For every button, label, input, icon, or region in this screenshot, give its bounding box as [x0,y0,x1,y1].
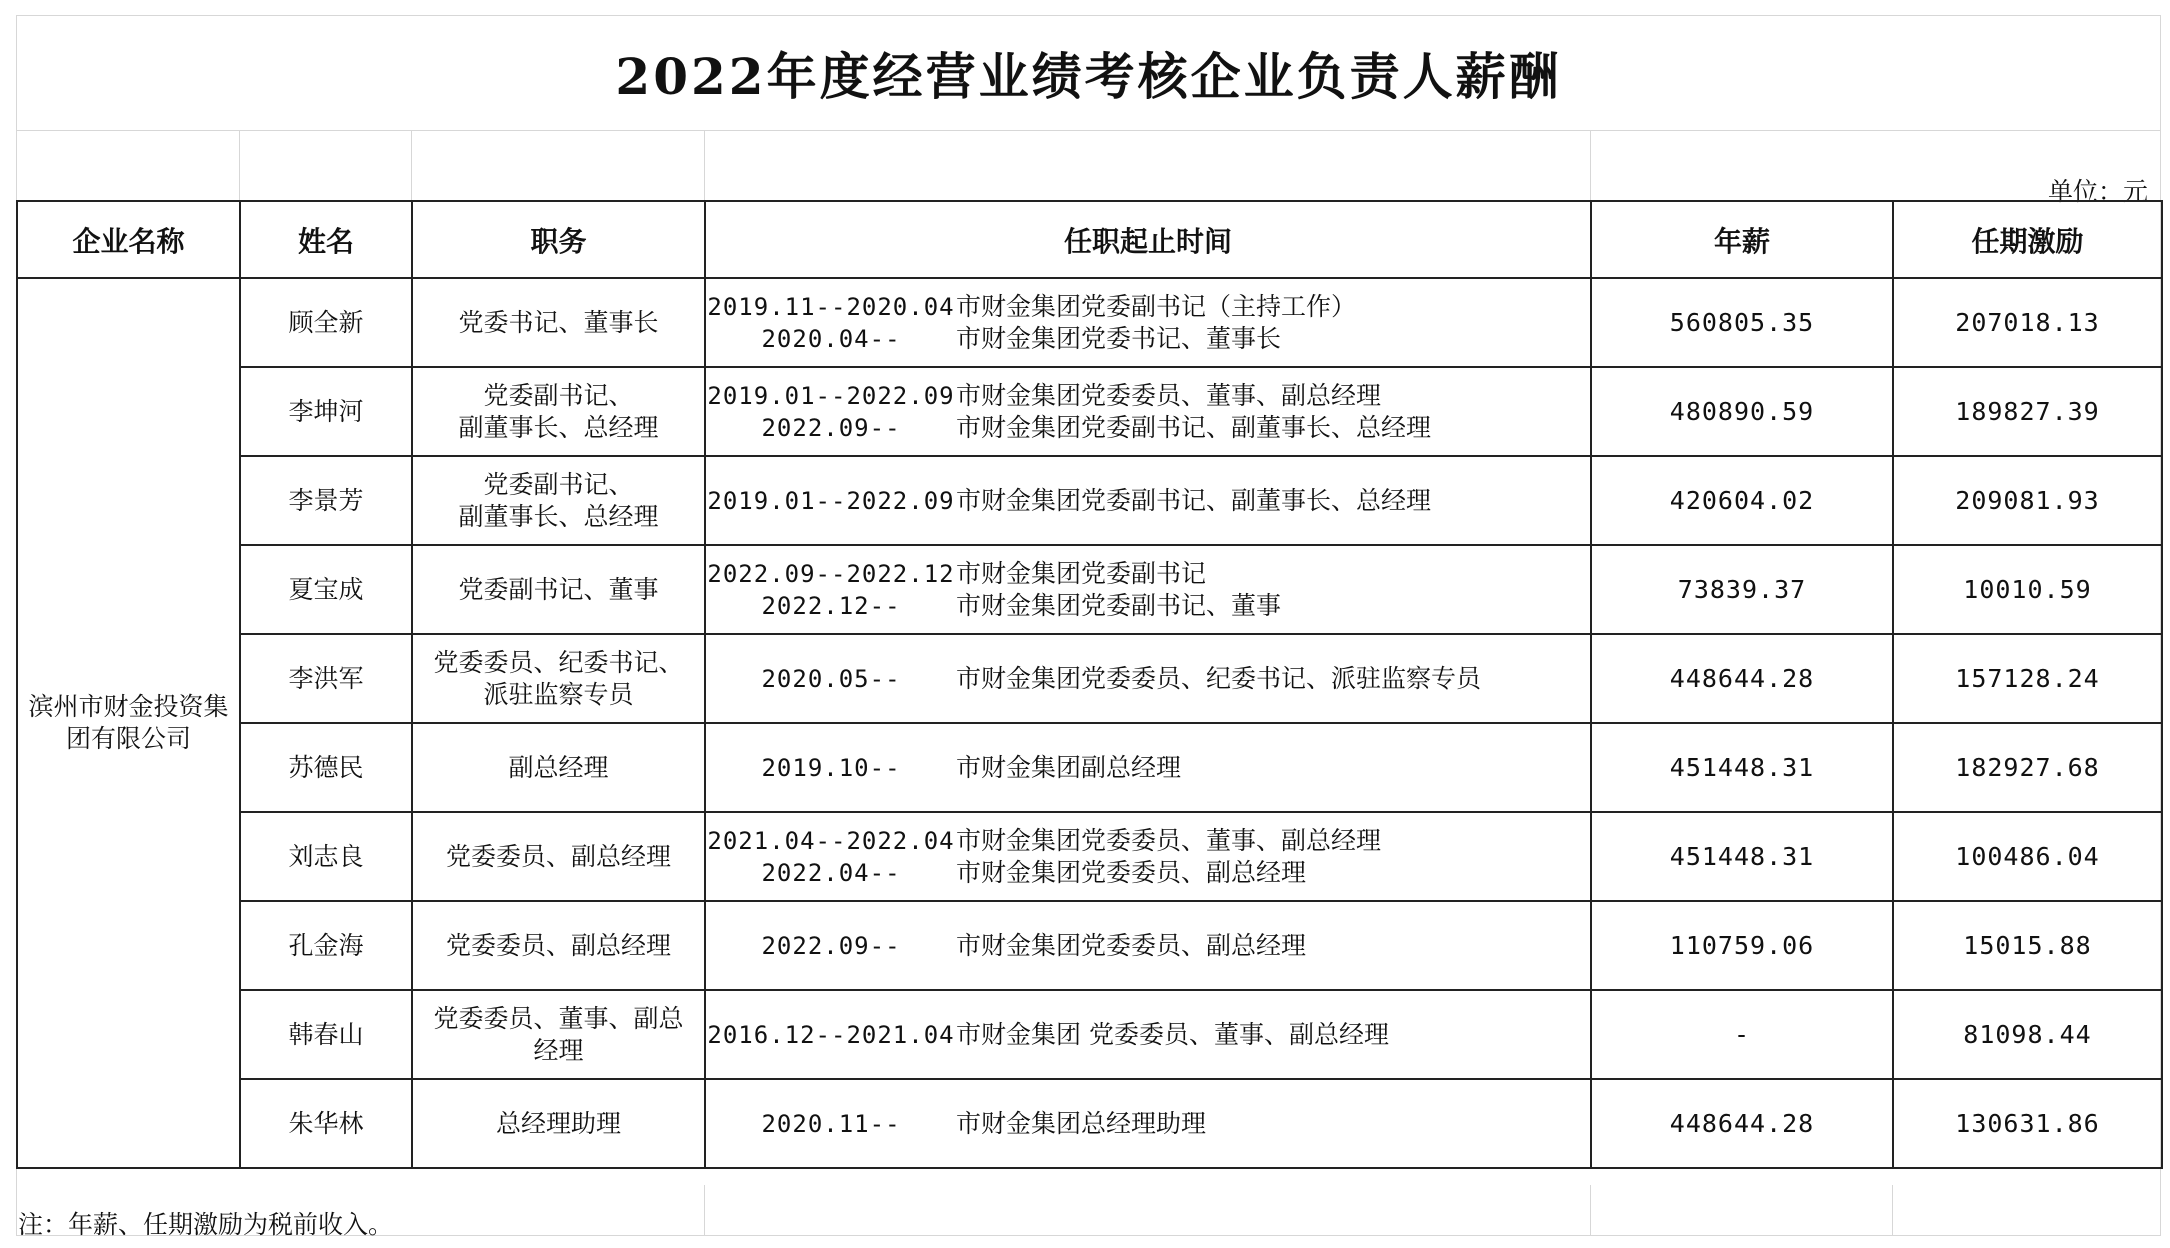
tenure-line [706,825,1590,857]
person-name-cell: 朱华林 [240,1079,412,1168]
grid-line [704,130,705,200]
unit-label: 单位：元 [2047,177,2148,206]
tenure-line [706,857,1590,889]
tenure-period: 2016.12--2021.04 [707,1020,955,1049]
person-name-cell: 孔金海 [240,901,412,990]
tenure-cell [705,990,1591,1079]
tenure-description: 市财金集团党委委员、董事、副总经理 [956,380,1382,410]
header-position: 职务 [412,201,705,278]
grid-line [704,1185,705,1236]
tenure-line [706,930,1590,962]
tenure-description: 市财金集团党委委员、副总经理 [956,930,1307,960]
tenure-description: 市财金集团党委委员、董事、副总经理 [956,825,1382,855]
person-name-cell: 夏宝成 [240,545,412,634]
tenure-line [706,323,1590,355]
spreadsheet [16,15,2161,1239]
tenure-period: 2020.05-- [761,664,901,693]
position-cell: 党委副书记、董事 [412,545,705,634]
position-cell: 党委书记、董事长 [412,278,705,367]
header-tenure: 任职起止时间 [705,201,1591,278]
tenure-description: 市财金集团总经理助理 [956,1108,1207,1138]
tenure-line [706,558,1590,590]
header-company: 企业名称 [17,201,240,278]
position-cell: 党委副书记、 副董事长、总经理 [412,367,705,456]
tenure-period: 2019.01--2022.09 [707,486,955,515]
table-row [17,367,2162,456]
tenure-period: 2022.09--2022.12 [707,559,955,588]
tenure-line [706,663,1590,695]
tenure-line [706,380,1590,412]
tenure-period: 2021.04--2022.04 [707,826,955,855]
grid-line [16,130,2161,131]
table-row [17,278,2162,367]
tenure-period: 2019.01--2022.09 [707,381,955,410]
person-name-cell: 顾全新 [240,278,412,367]
tenure-description: 市财金集团党委书记、董事长 [956,323,1282,353]
term-incentive-cell: 15015.88 [1893,901,2162,990]
person-name-cell: 苏德民 [240,723,412,812]
annual-salary-cell: 480890.59 [1591,367,1893,456]
tenure-description: 市财金集团党委副书记、董事 [956,590,1282,620]
tenure-cell [705,456,1591,545]
header-incentive: 任期激励 [1893,201,2162,278]
table-row [17,456,2162,545]
person-name-cell: 刘志良 [240,812,412,901]
term-incentive-cell: 182927.68 [1893,723,2162,812]
tenure-line [706,1108,1590,1140]
grid-line [1590,130,1591,200]
tenure-description: 市财金集团 党委委员、董事、副总经理 [956,1019,1389,1049]
tenure-description: 市财金集团党委委员、纪委书记、派驻监察专员 [956,663,1482,693]
tenure-period: 2020.04-- [761,324,901,353]
tenure-period: 2022.04-- [761,858,901,887]
table-row [17,990,2162,1079]
table-row [17,634,2162,723]
tenure-cell [705,812,1591,901]
term-incentive-cell: 81098.44 [1893,990,2162,1079]
position-cell: 党委委员、副总经理 [412,901,705,990]
table-row [17,1079,2162,1168]
compensation-table [16,200,2163,1169]
tenure-line [706,291,1590,323]
tenure-description: 市财金集团党委委员、副总经理 [956,857,1307,887]
person-name-cell: 李坤河 [240,367,412,456]
position-cell: 党委委员、纪委书记、 派驻监察专员 [412,634,705,723]
page-title: 2022年度经营业绩考核企业负责人薪酬 [615,46,1562,106]
annual-salary-cell: 560805.35 [1591,278,1893,367]
tenure-period: 2019.11--2020.04 [707,292,955,321]
position-cell: 党委副书记、 副董事长、总经理 [412,456,705,545]
annual-salary-cell: 73839.37 [1591,545,1893,634]
person-name-cell: 李洪军 [240,634,412,723]
tenure-period: 2019.10-- [761,753,901,782]
annual-salary-cell: 451448.31 [1591,812,1893,901]
position-cell: 副总经理 [412,723,705,812]
tenure-period: 2020.11-- [761,1109,901,1138]
header-row [17,201,2162,278]
tenure-cell [705,278,1591,367]
position-cell: 总经理助理 [412,1079,705,1168]
tenure-line [706,752,1590,784]
tenure-line [706,485,1590,517]
table-row [17,723,2162,812]
annual-salary-cell: 420604.02 [1591,456,1893,545]
tenure-cell [705,634,1591,723]
header-salary: 年薪 [1591,201,1893,278]
annual-salary-cell: 448644.28 [1591,634,1893,723]
tenure-cell [705,1079,1591,1168]
person-name-cell: 李景芳 [240,456,412,545]
grid-line [1590,1185,1591,1236]
grid-line [411,130,412,200]
footnote: 注：年薪、任期激励为税前收入。 [18,1210,394,1239]
tenure-line [706,412,1590,444]
table-row [17,812,2162,901]
tenure-line [706,590,1590,622]
term-incentive-cell: 130631.86 [1893,1079,2162,1168]
term-incentive-cell: 209081.93 [1893,456,2162,545]
term-incentive-cell: 100486.04 [1893,812,2162,901]
table-row [17,901,2162,990]
position-cell: 党委委员、副总经理 [412,812,705,901]
annual-salary-cell: 451448.31 [1591,723,1893,812]
company-name-cell: 滨州市财金投资集团有限公司 [17,278,240,1168]
tenure-line [706,1019,1590,1051]
tenure-period: 2022.09-- [761,413,901,442]
table-body [17,278,2162,1168]
person-name-cell: 韩春山 [240,990,412,1079]
header-name: 姓名 [240,201,412,278]
tenure-cell [705,723,1591,812]
term-incentive-cell: 189827.39 [1893,367,2162,456]
tenure-cell [705,901,1591,990]
term-incentive-cell: 207018.13 [1893,278,2162,367]
tenure-description: 市财金集团党委副书记（主持工作） [956,291,1357,321]
tenure-period: 2022.12-- [761,591,901,620]
tenure-description: 市财金集团党委副书记、副董事长、总经理 [956,485,1432,515]
annual-salary-cell: 448644.28 [1591,1079,1893,1168]
grid-line [1892,1185,1893,1236]
tenure-description: 市财金集团党委副书记 [956,558,1207,588]
position-cell: 党委委员、董事、副总 经理 [412,990,705,1079]
tenure-period: 2022.09-- [761,931,901,960]
tenure-cell [705,367,1591,456]
tenure-cell [705,545,1591,634]
table-row [17,545,2162,634]
tenure-description: 市财金集团党委副书记、副董事长、总经理 [956,412,1432,442]
term-incentive-cell: 10010.59 [1893,545,2162,634]
grid-line [239,130,240,200]
annual-salary-cell: 110759.06 [1591,901,1893,990]
annual-salary-cell: - [1591,990,1893,1079]
term-incentive-cell: 157128.24 [1893,634,2162,723]
tenure-description: 市财金集团副总经理 [956,752,1182,782]
